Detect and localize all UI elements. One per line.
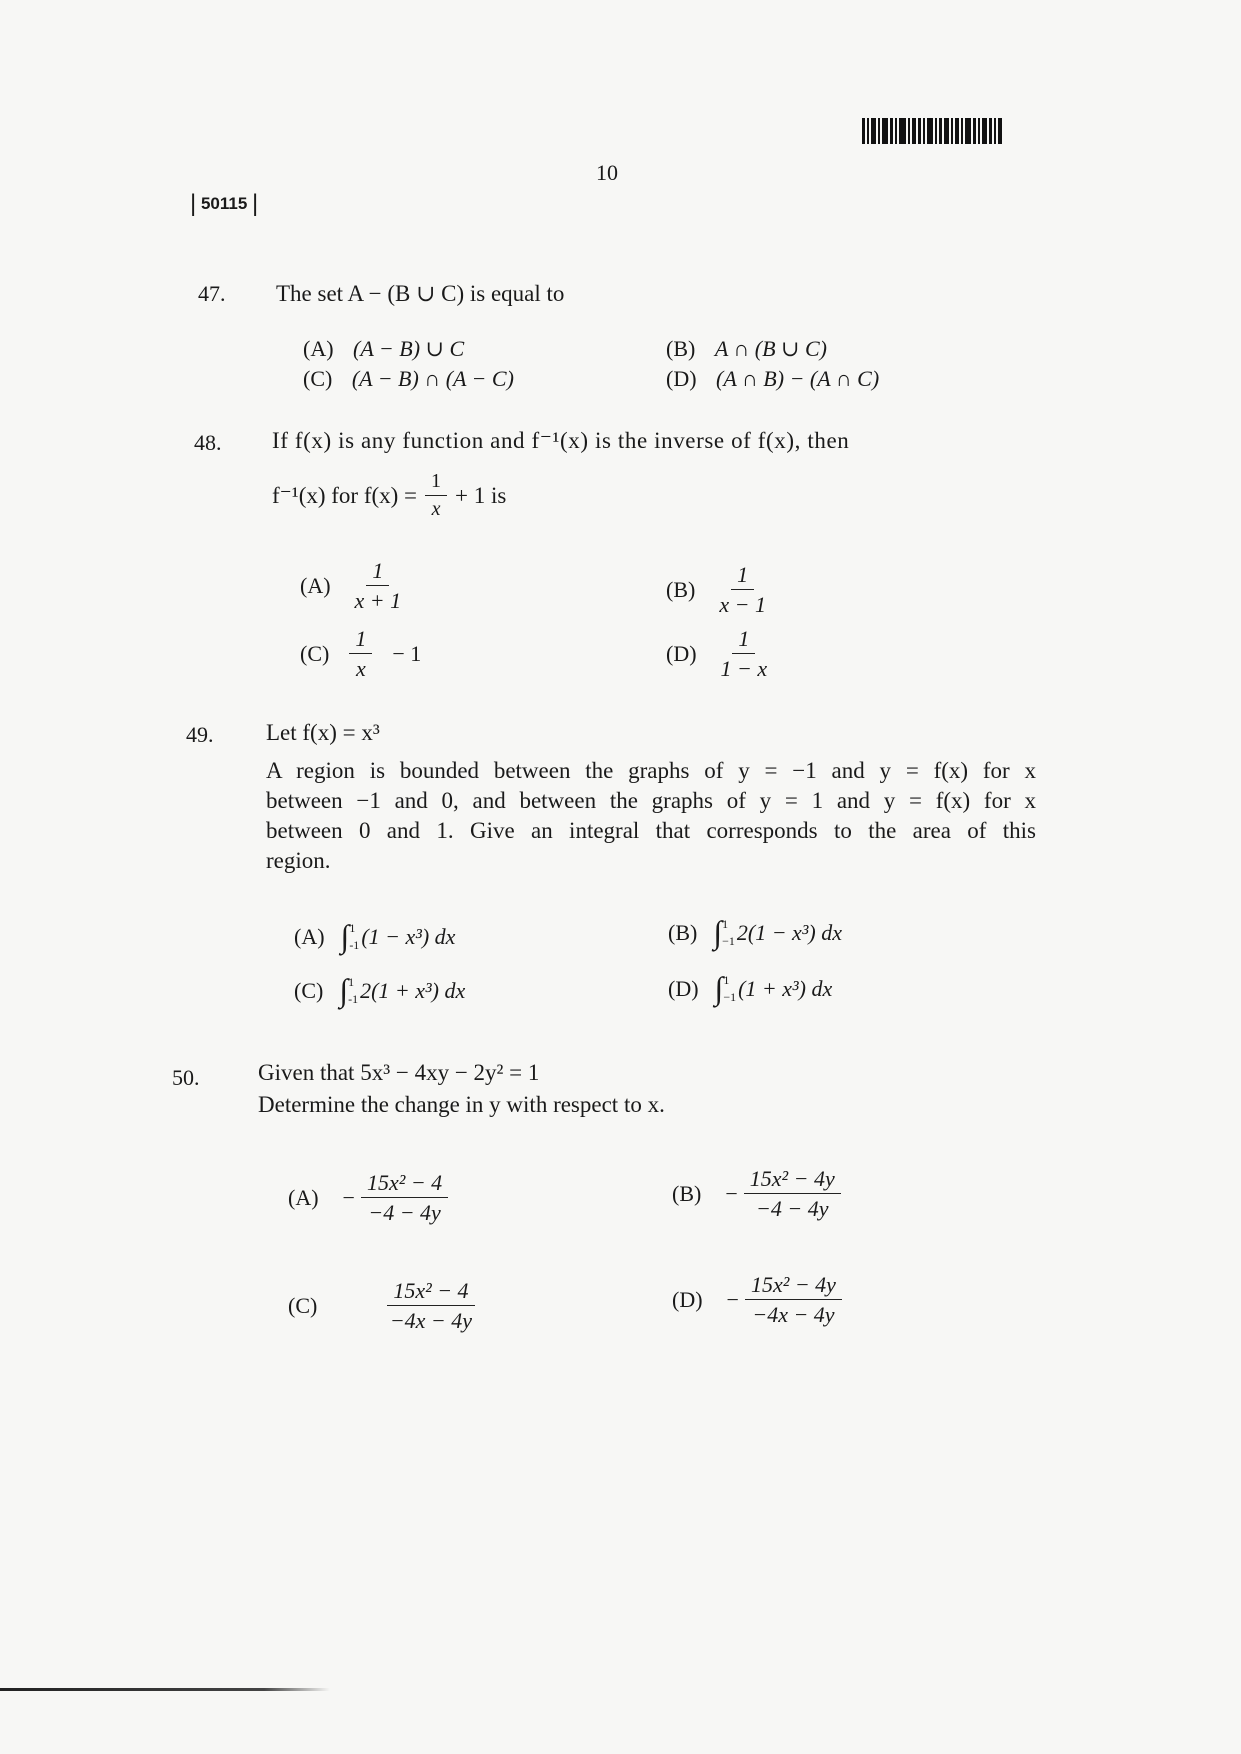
q49-option-c[interactable] <box>294 972 465 1009</box>
q49-number: 49. <box>186 722 214 747</box>
lower-limit: -1 <box>348 991 359 1006</box>
integral-sign: ∫ <box>340 918 350 954</box>
option-integral <box>339 972 465 1009</box>
option-fraction <box>387 1278 474 1334</box>
integral-sign: ∫ <box>713 914 723 950</box>
option-label: (B) <box>672 1180 702 1206</box>
q49-line4: between 0 and 1. Give an integral that corresponds to the area of this <box>266 818 1036 843</box>
q48-text-line2 <box>272 470 506 521</box>
q48-text-line1: If f(x) is any function and f⁻¹(x) is the inverse of f(x), then <box>272 428 850 453</box>
option-text: (A − B) ∪ C <box>353 336 465 361</box>
q50-line2: Determine the change in y with respect to x. <box>258 1092 665 1117</box>
fraction-denominator: x <box>431 498 441 520</box>
q48-option-c[interactable] <box>300 626 421 682</box>
q48-suffix: + 1 is <box>455 482 507 508</box>
fraction-numerator: 1 <box>731 562 754 590</box>
fraction-denominator: −4 − 4y <box>368 1200 441 1226</box>
integrand: (1 + x³) dx <box>738 975 833 1001</box>
q49-option-a[interactable] <box>294 918 455 955</box>
fraction-numerator: 15x² − 4y <box>744 1166 841 1194</box>
q49-option-b[interactable] <box>668 914 842 951</box>
option-label: (D) <box>668 975 699 1001</box>
option-text: A ∩ (B ∪ C) <box>714 336 827 361</box>
fraction-numerator: 1 <box>732 626 755 654</box>
lower-limit: −1 <box>723 989 737 1004</box>
divider: | <box>190 190 197 217</box>
option-fraction <box>719 562 766 618</box>
integral-limits <box>348 974 358 1008</box>
upper-limit: 1 <box>722 916 729 931</box>
q47-option-b[interactable] <box>666 336 827 362</box>
fraction-denominator: x + 1 <box>354 588 402 614</box>
option-label: (D) <box>672 1286 703 1312</box>
fraction-numerator: 1 <box>425 470 447 496</box>
option-suffix: − 1 <box>392 640 422 666</box>
option-fraction <box>361 1170 448 1226</box>
fraction-numerator: 1 <box>349 626 372 654</box>
q49-line5: region. <box>266 848 331 873</box>
option-sign: − <box>725 1180 738 1206</box>
q48-option-d[interactable] <box>666 626 767 682</box>
fraction-numerator: 15x² − 4 <box>387 1278 474 1306</box>
integrand: 2(1 + x³) dx <box>360 977 466 1003</box>
q47-number: 47. <box>198 281 226 306</box>
integral-limits <box>722 916 735 950</box>
upper-limit: 1 <box>349 920 356 935</box>
q48-option-b[interactable] <box>666 562 766 618</box>
fraction-numerator: 15x² − 4y <box>745 1272 842 1300</box>
q50-line1: Given that 5x³ − 4xy − 2y² = 1 <box>258 1060 540 1085</box>
q47-option-c[interactable] <box>303 366 514 392</box>
lower-limit: -1 <box>349 937 360 952</box>
q49-line1: Let f(x) = x³ <box>266 720 380 745</box>
option-label: (D) <box>666 366 697 391</box>
integral-limits <box>723 972 736 1006</box>
option-label: (B) <box>666 336 696 361</box>
fraction-denominator: −4 − 4y <box>756 1196 829 1222</box>
page-number: 10 <box>596 160 618 185</box>
option-integral <box>713 914 842 951</box>
option-fraction <box>744 1166 841 1222</box>
q47-option-a[interactable] <box>303 336 464 362</box>
option-fraction <box>745 1272 842 1328</box>
integrand: (1 − x³) dx <box>361 923 456 949</box>
q49-option-d[interactable] <box>668 970 832 1007</box>
option-label: (C) <box>288 1292 318 1318</box>
q50-option-b[interactable] <box>672 1166 841 1222</box>
option-label: (B) <box>666 576 696 602</box>
option-sign: − <box>726 1286 739 1312</box>
divider: | <box>252 190 259 217</box>
option-label: (C) <box>303 366 333 391</box>
q50-option-a[interactable] <box>288 1170 448 1226</box>
upper-limit: 1 <box>723 972 730 987</box>
option-fraction <box>355 558 402 614</box>
q48-number: 48. <box>194 430 222 455</box>
q50-option-d[interactable] <box>672 1272 842 1328</box>
fraction-numerator: 15x² − 4 <box>361 1170 448 1198</box>
q47-option-d[interactable] <box>666 366 879 392</box>
fraction-numerator: 1 <box>366 558 389 586</box>
option-label: (C) <box>294 977 324 1003</box>
upper-limit: 1 <box>348 974 355 989</box>
option-label: (D) <box>666 640 697 666</box>
option-fraction <box>349 626 372 682</box>
option-label: (A) <box>288 1184 319 1210</box>
option-label: (A) <box>300 572 331 598</box>
option-text: (A − B) ∩ (A − C) <box>351 366 514 391</box>
option-fraction <box>721 626 768 682</box>
integral-sign: ∫ <box>714 970 724 1006</box>
fraction-denominator: x <box>355 656 366 682</box>
fraction-denominator: x − 1 <box>719 592 766 618</box>
q48-option-a[interactable] <box>300 558 401 614</box>
q48-prefix: f⁻¹(x) for f(x) = <box>272 482 418 508</box>
q48-fraction <box>425 470 447 521</box>
option-label: (B) <box>668 919 698 945</box>
lower-limit: −1 <box>722 933 735 948</box>
integral-limits <box>349 920 359 954</box>
barcode <box>862 118 1022 144</box>
option-label: (C) <box>300 640 330 666</box>
option-integral <box>341 918 456 955</box>
integrand: 2(1 − x³) dx <box>736 919 842 945</box>
option-label: (A) <box>294 923 325 949</box>
paper-code <box>190 188 258 216</box>
option-label: (A) <box>303 336 334 361</box>
integral-sign: ∫ <box>339 972 349 1008</box>
option-integral <box>715 970 833 1007</box>
fraction-denominator: 1 − x <box>720 656 768 682</box>
bottom-rule <box>0 1688 330 1691</box>
q49-line2: A region is bounded between the graphs of y = −1 and y = f(x) for x <box>266 758 1036 783</box>
q50-option-c[interactable] <box>288 1278 475 1334</box>
q50-number: 50. <box>172 1065 200 1090</box>
q47-text: The set A − (B ∪ C) is equal to <box>276 281 565 306</box>
option-text: (A ∩ B) − (A ∩ C) <box>716 366 880 391</box>
paper-code-text: 50115 <box>200 194 248 213</box>
option-sign: − <box>342 1184 355 1210</box>
fraction-denominator: −4x − 4y <box>752 1302 835 1328</box>
q49-line3: between −1 and 0, and between the graphs of y = 1 and y = f(x) for x <box>266 788 1036 813</box>
fraction-denominator: −4x − 4y <box>389 1308 473 1334</box>
